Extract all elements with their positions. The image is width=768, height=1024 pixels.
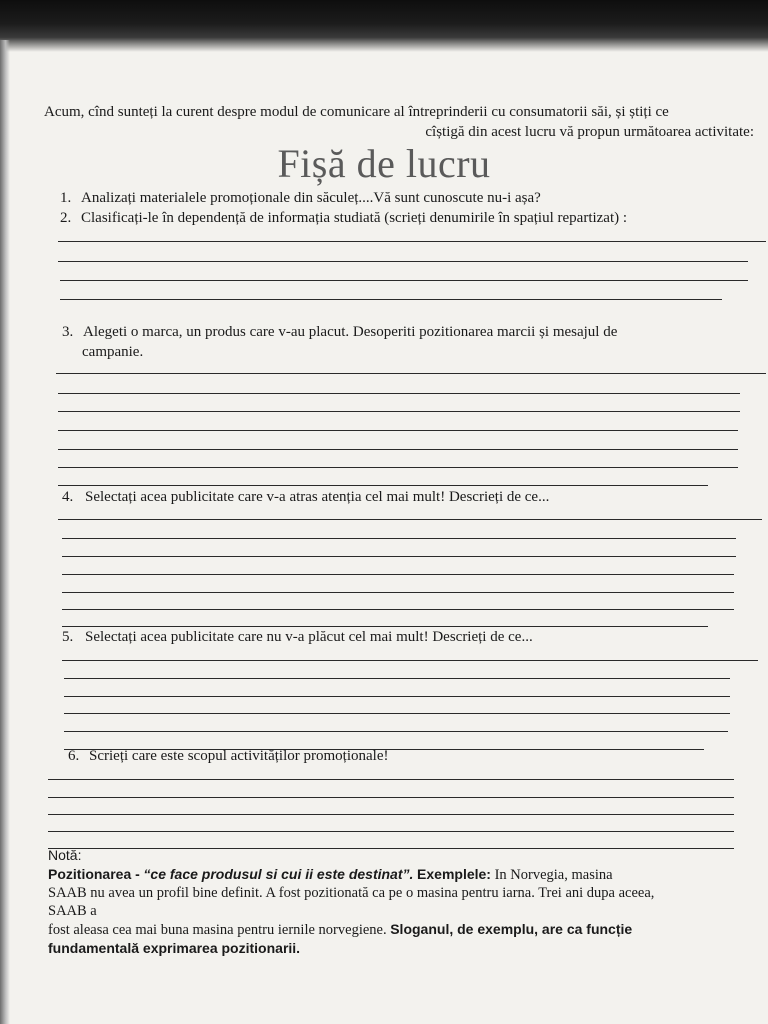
answer-line[interactable] (58, 485, 708, 486)
question-text: Selectați acea publicitate care nu v-a plăcut cel mai mult! Descrieți de ce... (85, 629, 533, 645)
answer-line[interactable] (64, 696, 730, 697)
question-number: 2. (60, 210, 72, 226)
scan-shadow-left (0, 40, 10, 1024)
answer-line[interactable] (58, 449, 738, 450)
question-number: 6. (68, 748, 80, 764)
answer-line[interactable] (58, 261, 748, 262)
question-text: Analizați materialele promoționale din săculeț....Vă sunt cunoscute nu-i așa? (81, 190, 541, 206)
answer-line[interactable] (58, 430, 738, 431)
answer-line[interactable] (60, 299, 722, 300)
answer-line[interactable] (48, 814, 734, 815)
question-number: 1. (60, 190, 72, 206)
note-definition: “ce face produsul si cui ii este destinat”. (143, 866, 414, 882)
question-number: 4. (62, 489, 74, 505)
question-5 (62, 627, 533, 647)
answer-line[interactable] (62, 592, 734, 593)
question-text: Selectați acea publicitate care v-a atras atenția cel mai mult! Descrieți de ce... (85, 489, 550, 505)
question-text: Scrieți care este scopul activităților promoționale! (89, 748, 389, 764)
answer-line[interactable] (58, 241, 766, 242)
note-section (48, 846, 738, 957)
question-1 (60, 188, 541, 208)
note-term: Pozitionarea - (48, 866, 140, 882)
intro-paragraph (44, 102, 756, 142)
question-6 (68, 746, 388, 766)
note-examples-label: Exemplele: (417, 866, 491, 882)
intro-line-1: Acum, cînd sunteți la curent despre modul de comunicare al întreprinderii cu consumatorii săi, și știți ce (44, 104, 669, 120)
question-number: 5. (62, 629, 74, 645)
question-4 (62, 487, 549, 507)
answer-line[interactable] (60, 280, 748, 281)
note-text: SAAB a (48, 903, 97, 919)
answer-line[interactable] (58, 467, 738, 468)
intro-line-2: cîștigă din acest lucru vă propun următoarea activitate: (425, 124, 754, 140)
answer-line[interactable] (62, 660, 758, 661)
answer-line[interactable] (48, 779, 734, 780)
answer-line[interactable] (58, 411, 740, 412)
note-slogan: Sloganul, de exemplu, are ca funcție (390, 921, 633, 937)
answer-line[interactable] (56, 373, 766, 374)
question-text-continued: campanie. (82, 344, 144, 360)
answer-line[interactable] (64, 713, 730, 714)
answer-line[interactable] (62, 538, 736, 539)
answer-line[interactable] (62, 574, 734, 575)
question-2 (60, 208, 627, 228)
scan-shadow-top (0, 0, 768, 52)
question-text: Alegeti o marca, un produs care v-au placut. Desoperiti pozitionarea marcii și mesajul de (83, 324, 618, 340)
note-text: In Norvegia, masina (494, 867, 613, 883)
question-3 (62, 322, 752, 362)
answer-line[interactable] (64, 731, 728, 732)
answer-line[interactable] (62, 556, 736, 557)
question-text: Clasificați-le în dependență de informația studiată (scrieți denumirile în spațiul repartizat) : (81, 210, 628, 226)
answer-line[interactable] (58, 519, 762, 520)
note-label: Notă: (48, 847, 82, 863)
worksheet-title: Fișă de lucru (277, 141, 491, 186)
answer-line[interactable] (58, 393, 740, 394)
answer-line[interactable] (48, 797, 734, 798)
answer-line[interactable] (48, 831, 734, 832)
answer-line[interactable] (64, 678, 730, 679)
note-slogan-continued: fundamentală exprimarea pozitionarii. (48, 940, 301, 956)
answer-line[interactable] (62, 609, 734, 610)
note-text: SAAB nu avea un profil bine definit. A fost pozitionată ca pe o masina pentru iarna. Trei ani dupa aceea, (48, 885, 655, 901)
question-number: 3. (62, 324, 74, 340)
note-text: fost aleasa cea mai buna masina pentru iernile norvegiene. (48, 922, 387, 938)
